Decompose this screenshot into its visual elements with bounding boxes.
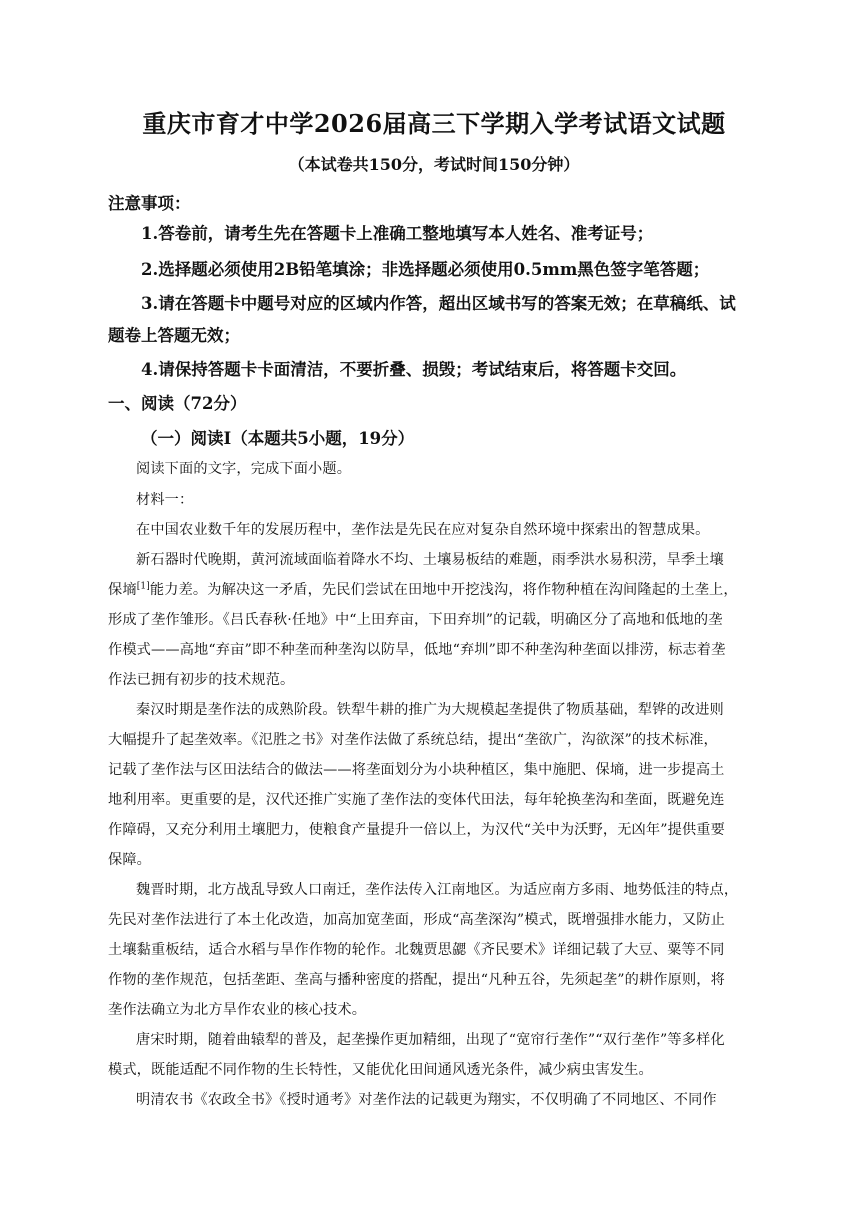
body-line-16: 作物的垄作规范，包括垄距、垄高与播种密度的搭配，提出“凡种五谷，先须起垄”的耕作原则，将 (108, 972, 725, 988)
body-line-3-prefix: 保墒 (108, 582, 137, 598)
body-line-1: 在中国农业数千年的发展历程中，垄作法是先民在应对复杂自然环境中探索出的智慧成果。 (136, 522, 710, 538)
body-line-6: 作法已拥有初步的技术规范。 (108, 672, 295, 688)
body-line-3-text: 能力差。为解决这一矛盾，先民们尝试在田地中开挖浅沟，将作物种植在沟间隆起的土垄上， (149, 582, 738, 598)
exam-subtitle: （本试卷共150分，考试时间150分钟） (288, 155, 580, 174)
section-heading: 一、阅读（72分） (108, 394, 247, 413)
notice-item-4: 4.请保持答题卡卡面清洁，不要折叠、损毁；考试结束后，将答题卡交回。 (141, 360, 687, 379)
material-label: 材料一： (136, 492, 194, 508)
body-line-19: 模式，既能适配不同作物的生长特性，又能优化田间通风透光条件，减少病虫害发生。 (108, 1062, 653, 1078)
notice-item-1: 1.答卷前，请考生先在答题卡上准确工整地填写本人姓名、准考证号； (141, 224, 654, 243)
body-line-13: 魏晋时期，北方战乱导致人口南迁，垄作法传入江南地区。为适应南方多雨、地势低洼的特点， (136, 882, 739, 898)
body-line-18: 唐宋时期，随着曲辕犁的普及，起垄操作更加精细，出现了“宽帘行垄作”“双行垄作”等多样化 (136, 1032, 725, 1048)
body-line-4: 形成了垄作雏形。《吕氏春秋·任地》中“上田弃亩，下田弃圳”的记载，明确区分了高地和低地的垄 (108, 612, 723, 628)
body-line-10: 地利用率。更重要的是，汉代还推广实施了垄作法的变体代田法，每年轮换垄沟和垄面，既避免连 (108, 792, 725, 808)
body-line-17: 垄作法确立为北方旱作农业的核心技术。 (108, 1002, 367, 1018)
notice-item-2: 2.选择题必须使用2B铅笔填涂；非选择题必须使用0.5mm黑色签字笔答题； (141, 260, 710, 279)
body-line-12: 保障。 (108, 852, 152, 868)
notice-heading: 注意事项： (108, 194, 191, 213)
footnote-marker: [1] (136, 581, 150, 592)
body-line-9: 记载了垄作法与区田法结合的做法——将垄面划分为小块种植区，集中施肥、保墒，进一步提高土 (108, 762, 725, 778)
notice-item-3-cont: 题卷上答题无效； (108, 326, 240, 345)
notice-item-3: 3.请在答题卡中题号对应的区域内作答，超出区域书写的答案无效；在草稿纸、试 (141, 294, 736, 313)
body-line-14: 先民对垄作法进行了本土化改造，加高加宽垄面，形成“高垄深沟”模式，既增强排水能力，又防止 (108, 912, 725, 928)
body-line-15: 土壤黏重板结，适合水稻与旱作作物的轮作。北魏贾思勰《齐民要术》详细记载了大豆、粟等不同 (108, 942, 725, 958)
subsection-heading: （一）阅读Ⅰ（本题共5小题，19分） (141, 429, 415, 448)
body-line-2: 新石器时代晚期，黄河流域面临着降水不均、土壤易板结的难题，雨季洪水易积涝，旱季土壤 (136, 552, 724, 568)
body-line-5: 作模式——高地“弃亩”即不种垄而种垄沟以防旱，低地“弃圳”即不种垄沟种垄面以排涝，标志着垄 (108, 642, 726, 658)
instruction-text: 阅读下面的文字，完成下面小题。 (136, 461, 352, 477)
body-line-20: 明清农书《农政全书》《授时通考》对垄作法的记载更为翔实，不仅明确了不同地区、不同作 (136, 1092, 717, 1108)
body-line-11: 作障碍，又充分利用土壤肥力，使粮食产量提升一倍以上，为汉代“关中为沃野，无凶年”提供重要 (108, 822, 725, 838)
body-line-3 (108, 579, 738, 599)
body-line-7: 秦汉时期是垄作法的成熟阶段。铁犁牛耕的推广为大规模起垄提供了物质基础，犁铧的改进则 (136, 702, 724, 718)
body-line-8: 大幅提升了起垄效率。《氾胜之书》对垄作法做了系统总结，提出“垄欲广，沟欲深”的技术标准， (108, 732, 718, 748)
exam-title: 重庆市育才中学2026届高三下学期入学考试语文试题 (142, 109, 726, 138)
